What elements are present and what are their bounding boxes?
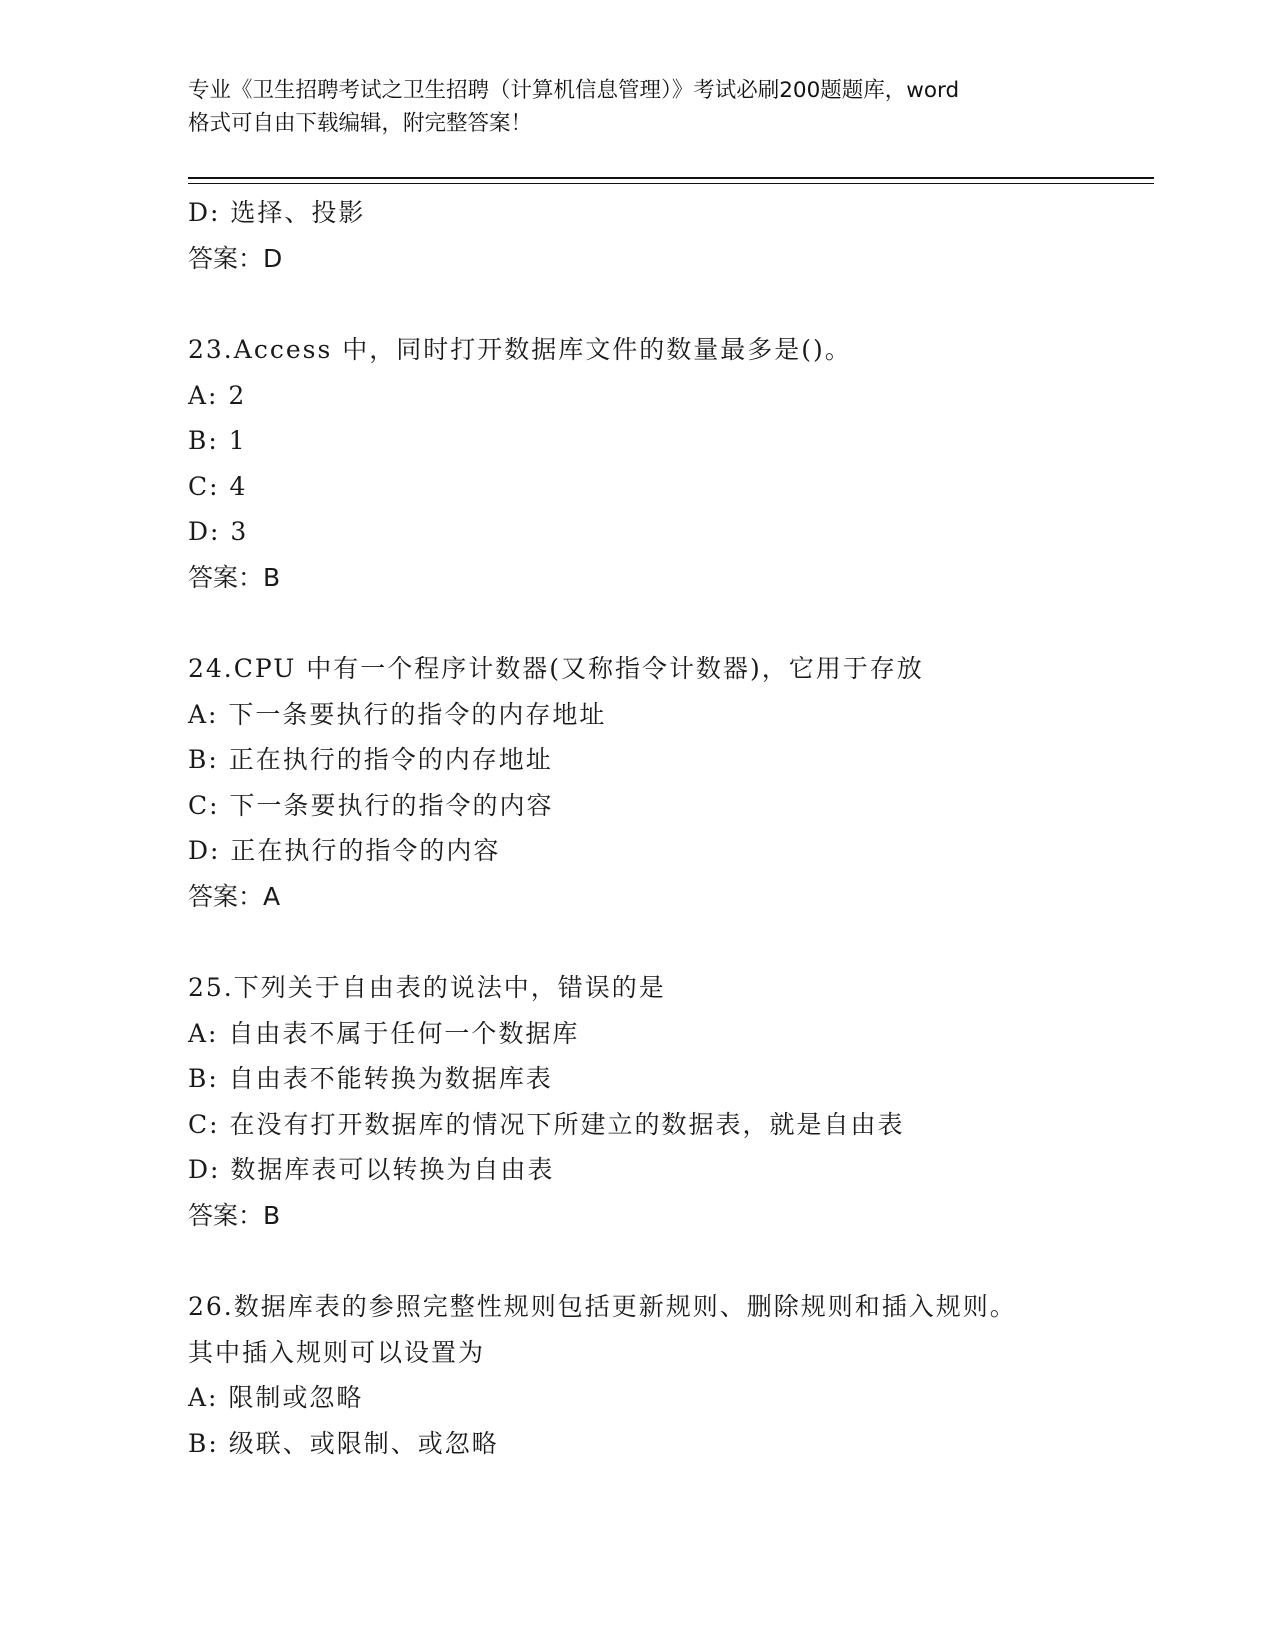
header-title-line-1: 专业《卫生招聘考试之卫生招聘（计算机信息管理）》考试必刷200题题库，word (188, 78, 960, 103)
spacer (188, 281, 1154, 327)
q23-option-c: C: 4 (188, 471, 248, 501)
q24-option-a: A: 下一条要执行的指令的内存地址 (188, 699, 607, 729)
q26-question-line-1: 26.数据库表的参照完整性规则包括更新规则、删除规则和插入规则。 (188, 1292, 1017, 1321)
question-24 (188, 646, 1154, 919)
q26-option-a: A: 限制或忽略 (188, 1383, 364, 1412)
header-divider-thin (188, 183, 1154, 184)
q23-option-a: A: 2 (188, 380, 247, 410)
question-list (188, 190, 1154, 1466)
document-header (188, 74, 1088, 140)
q26-question-line-2: 其中插入规则可以设置为 (188, 1337, 486, 1367)
q24-option-b: B: 正在执行的指令的内存地址 (188, 745, 553, 774)
question-23 (188, 327, 1154, 600)
q25-question: 25.下列关于自由表的说法中，错误的是 (188, 973, 666, 1002)
q23-option-d: D: 3 (188, 517, 249, 546)
q24-option-d: D: 正在执行的指令的内容 (188, 836, 501, 865)
q25-option-a: A: 自由表不属于任何一个数据库 (188, 1018, 580, 1048)
q24-answer: 答案：A (188, 881, 281, 911)
question-25 (188, 965, 1154, 1238)
header-title-line-2: 格式可自由下载编辑，附完整答案！ (188, 111, 533, 136)
q24-question: 24.CPU 中有一个程序计数器(又称指令计数器)，它用于存放 (188, 654, 924, 683)
q25-answer: 答案：B (188, 1200, 281, 1230)
q23-option-b: B: 1 (188, 426, 247, 455)
q26-option-b: B: 级联、或限制、或忽略 (188, 1428, 499, 1458)
q25-option-b: B: 自由表不能转换为数据库表 (188, 1064, 553, 1093)
question-26 (188, 1284, 1154, 1466)
spacer (188, 919, 1154, 965)
header-divider-thick (188, 177, 1154, 179)
q24-option-c: C: 下一条要执行的指令的内容 (188, 790, 554, 820)
q22-option-d: D: 选择、投影 (188, 198, 366, 227)
q23-answer: 答案：B (188, 562, 281, 592)
q25-option-c: C: 在没有打开数据库的情况下所建立的数据表，就是自由表 (188, 1109, 905, 1139)
q25-option-d: D: 数据库表可以转换为自由表 (188, 1155, 555, 1184)
spacer (188, 1238, 1154, 1284)
q22-answer: 答案：D (188, 243, 283, 273)
question-22-tail (188, 190, 1154, 281)
q23-question: 23.Access 中，同时打开数据库文件的数量最多是()。 (188, 335, 852, 364)
spacer (188, 600, 1154, 646)
